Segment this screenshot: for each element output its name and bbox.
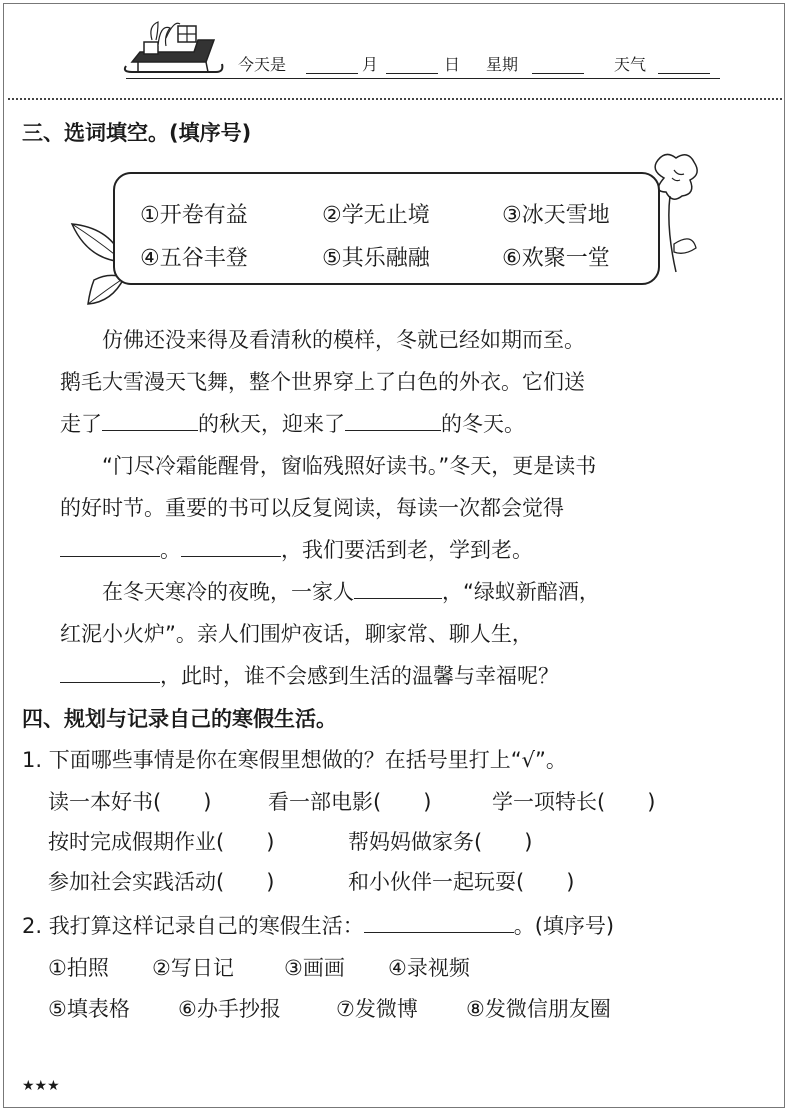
blank-reading-1[interactable]	[60, 535, 160, 557]
option-2: ②学无止境	[322, 203, 430, 228]
weekday-label: 星期	[486, 55, 519, 74]
para2-text-a: 。	[160, 538, 181, 562]
wish-housework[interactable]: 帮妈妈做家务( )	[348, 830, 533, 854]
method-drawing: ③画画	[284, 956, 345, 980]
option-1: ①开卷有益	[140, 203, 248, 228]
blank-winter[interactable]	[345, 409, 441, 431]
option-4: ④五谷丰登	[140, 246, 248, 271]
para3-line3	[60, 660, 559, 690]
para2-line3	[60, 534, 533, 564]
weather-label: 天气	[614, 55, 647, 74]
method-video: ④录视频	[388, 956, 470, 980]
para3-text-b: ，“绿蚁新醅酒，	[442, 580, 600, 604]
wish-play-friends[interactable]: 和小伙伴一起玩耍( )	[348, 870, 575, 894]
header-rule	[126, 78, 720, 79]
para3-text-a2: ，此时，谁不会感到生活的温馨与幸福呢？	[160, 664, 559, 688]
method-wechat: ⑧发微信朋友圈	[466, 997, 611, 1021]
wish-social-practice[interactable]: 参加社会实践活动( )	[48, 870, 275, 894]
method-photo: ①拍照	[48, 956, 109, 980]
para3-line1	[102, 576, 600, 606]
day-blank[interactable]	[386, 73, 438, 74]
difficulty-stars: ★★★	[22, 1078, 60, 1094]
date-month-label: 月	[362, 55, 379, 74]
method-table: ⑤填表格	[48, 997, 130, 1021]
sleigh-illustration	[118, 16, 230, 78]
wish-homework[interactable]: 按时完成假期作业( )	[48, 830, 275, 854]
para1-text-b: 的秋天，迎来了	[198, 412, 345, 436]
date-day-label: 日	[444, 55, 461, 74]
question-2-suffix: 。(填序号)	[513, 914, 615, 938]
date-today-label: 今天是	[238, 55, 287, 74]
para2-line2: 的好时节。重要的书可以反复阅读，每读一次都会觉得	[60, 496, 564, 520]
para1-text-a: 走了	[60, 412, 102, 436]
para1-line1: 仿佛还没来得及看清秋的模样，冬就已经如期而至。	[102, 328, 585, 352]
wish-learn-skill[interactable]: 学一项特长( )	[492, 790, 656, 814]
record-method-blank[interactable]	[364, 911, 514, 933]
para1-line2: 鹅毛大雪漫天飞舞，整个世界穿上了白色的外衣。它们送	[60, 370, 585, 394]
header-divider	[8, 98, 782, 100]
method-handcopy: ⑥办手抄报	[178, 997, 281, 1021]
section4-title: 四、规划与记录自己的寒假生活。	[22, 707, 337, 731]
para3-text-a: 在冬天寒冷的夜晚，一家人	[102, 580, 354, 604]
para1-line3	[60, 408, 525, 438]
blank-autumn[interactable]	[102, 409, 198, 431]
method-diary: ②写日记	[152, 956, 234, 980]
wish-read-book[interactable]: 读一本好书( )	[48, 790, 212, 814]
section3-title: 三、选词填空。(填序号)	[22, 121, 252, 145]
blank-warmth[interactable]	[60, 661, 160, 683]
month-blank[interactable]	[306, 73, 358, 74]
question-1: 1. 下面哪些事情是你在寒假里想做的？在括号里打上“√”。	[22, 748, 567, 772]
method-weibo: ⑦发微博	[336, 997, 418, 1021]
para1-text-c: 的冬天。	[441, 412, 525, 436]
weather-blank[interactable]	[658, 73, 710, 74]
weekday-blank[interactable]	[532, 73, 584, 74]
wish-watch-movie[interactable]: 看一部电影( )	[268, 790, 432, 814]
option-5: ⑤其乐融融	[322, 246, 430, 271]
question-2	[22, 910, 614, 940]
blank-family[interactable]	[354, 577, 442, 599]
para2-text-b: ，我们要活到老，学到老。	[281, 538, 533, 562]
blank-reading-2[interactable]	[181, 535, 281, 557]
option-3: ③冰天雪地	[502, 203, 610, 228]
para3-line2: 红泥小火炉”。亲人们围炉夜话，聊家常、聊人生，	[60, 622, 533, 646]
para2-line1: “门尽冷霜能醒骨，窗临残照好读书。”冬天，更是读书	[102, 454, 597, 478]
option-6: ⑥欢聚一堂	[502, 246, 610, 271]
question-2-text: 2. 我打算这样记录自己的寒假生活：	[22, 914, 364, 938]
